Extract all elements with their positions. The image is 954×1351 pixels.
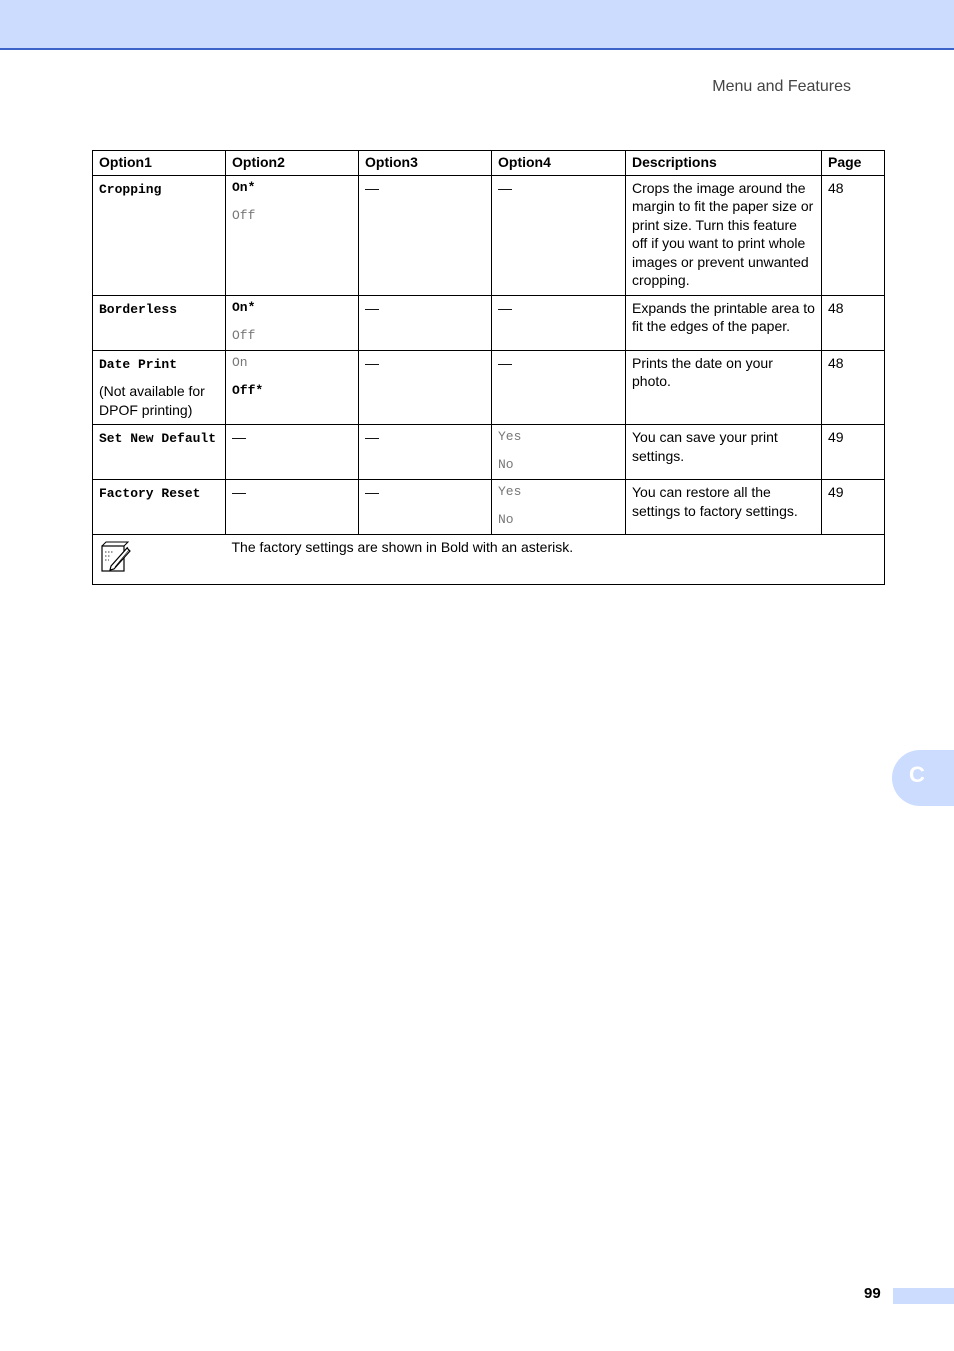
- option1-value: Cropping: [99, 181, 162, 197]
- description-cell: You can restore all the settings to factory settings.: [626, 480, 822, 535]
- option3-cell: [359, 295, 492, 350]
- section-title: Menu and Features: [712, 78, 851, 95]
- option2-value: Off*: [232, 382, 264, 398]
- note-text: The factory settings are shown in Bold with an asterisk.: [226, 535, 885, 585]
- option2-value: On*: [232, 179, 256, 195]
- option4-value: No: [498, 457, 514, 472]
- empty-dash: —: [498, 179, 512, 196]
- page-number: 99: [864, 1285, 881, 1302]
- column-header: Option2: [226, 151, 359, 176]
- column-header: Page: [822, 151, 885, 176]
- option1-cell: [93, 175, 226, 295]
- option3-cell: [359, 350, 492, 425]
- menu-table-body: [93, 175, 885, 535]
- column-header: Option4: [492, 151, 626, 176]
- option4-value: Yes: [498, 484, 522, 499]
- option4-cell: [492, 425, 626, 480]
- empty-dash: —: [365, 484, 379, 500]
- description-cell: Prints the date on your photo.: [626, 350, 822, 425]
- option4-cell: [492, 295, 626, 350]
- option4-cell: [492, 480, 626, 535]
- option1-cell: [93, 295, 226, 350]
- page-ref-cell: 48: [822, 350, 885, 425]
- footer-band: [893, 1288, 954, 1304]
- option2-cell: [226, 350, 359, 425]
- page-ref-cell: 49: [822, 480, 885, 535]
- option1-value: Factory Reset: [99, 486, 201, 501]
- page-ref-cell: 49: [822, 425, 885, 480]
- column-header: Descriptions: [626, 151, 822, 176]
- note-icon-cell: [93, 535, 226, 585]
- option1-cell: [93, 350, 226, 425]
- table-row: [93, 425, 885, 480]
- option4-cell: [492, 350, 626, 425]
- option2-cell: [226, 175, 359, 295]
- description-cell: Expands the printable area to fit the edges of the paper.: [626, 295, 822, 350]
- option1-note: (Not available for DPOF printing): [99, 383, 205, 418]
- option3-cell: [359, 175, 492, 295]
- chapter-tab: [892, 750, 954, 806]
- empty-dash: —: [365, 179, 379, 196]
- option4-value: No: [498, 512, 514, 527]
- option3-cell: [359, 480, 492, 535]
- empty-dash: —: [498, 354, 512, 371]
- option2-value: Off: [232, 327, 256, 343]
- table-row: [93, 175, 885, 295]
- option2-cell: [226, 295, 359, 350]
- option2-cell: [226, 425, 359, 480]
- menu-table: [92, 150, 885, 585]
- option2-value: Off: [232, 207, 256, 223]
- page-ref-cell: 48: [822, 295, 885, 350]
- option1-cell: [93, 425, 226, 480]
- table-row: [93, 480, 885, 535]
- note-pencil-icon: [99, 540, 133, 574]
- empty-dash: —: [365, 299, 379, 316]
- option2-value: On: [232, 354, 248, 370]
- note-row: [93, 535, 885, 585]
- page-ref-cell: 48: [822, 175, 885, 295]
- option1-value: Set New Default: [99, 431, 217, 446]
- option2-value: On*: [232, 299, 256, 315]
- option1-value: Borderless: [99, 301, 178, 317]
- empty-dash: —: [365, 354, 379, 371]
- empty-dash: —: [232, 429, 246, 445]
- chapter-letter: C: [909, 762, 925, 787]
- option4-cell: [492, 175, 626, 295]
- option1-value: Date Print: [99, 356, 178, 372]
- option2-cell: [226, 480, 359, 535]
- description-cell: You can save your print settings.: [626, 425, 822, 480]
- header-band: [0, 0, 954, 50]
- table-row: [93, 350, 885, 425]
- column-header: Option3: [359, 151, 492, 176]
- description-cell: Crops the image around the margin to fit the paper size or print size. Turn this feature off if you want to print whole images or prevent unwanted cropping.: [626, 175, 822, 295]
- table-row: [93, 295, 885, 350]
- option4-value: Yes: [498, 429, 522, 444]
- empty-dash: —: [365, 429, 379, 445]
- option3-cell: [359, 425, 492, 480]
- table-header-row: [93, 151, 885, 176]
- column-header: Option1: [93, 151, 226, 176]
- empty-dash: —: [232, 484, 246, 500]
- empty-dash: —: [498, 299, 512, 316]
- option1-cell: [93, 480, 226, 535]
